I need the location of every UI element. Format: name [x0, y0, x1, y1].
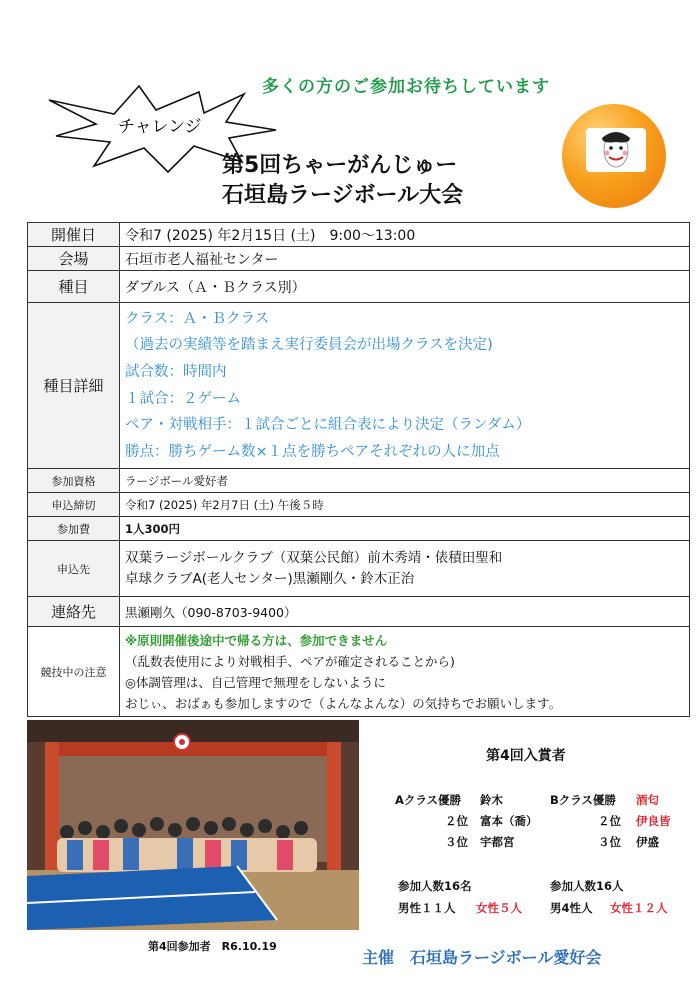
details-line: 勝点：勝ちゲーム数×１点を勝ちペアそれぞれの人に加点	[125, 443, 500, 460]
notes-value	[120, 627, 690, 717]
table-row	[28, 493, 690, 517]
b-class-male-count: 男4性人	[550, 901, 593, 915]
table-row	[28, 469, 690, 493]
eligibility-label: 参加資格	[28, 469, 120, 493]
event-label: 種目	[28, 271, 120, 303]
b-class-3rd-label: ３位	[598, 835, 621, 849]
a-class-winner-label: Aクラス優勝	[395, 793, 462, 807]
details-label: 種目詳細	[28, 303, 120, 469]
a-class-3rd-label: ３位	[445, 835, 468, 849]
table-row	[28, 597, 690, 627]
table-row	[28, 223, 690, 247]
venue-value: 石垣市老人福祉センター	[120, 247, 690, 271]
venue-label: 会場	[28, 247, 120, 271]
fee-label: 参加費	[28, 517, 120, 541]
a-class-winner-name: 鈴木	[480, 793, 503, 807]
b-class-2nd-name: 伊良皆	[636, 814, 671, 828]
deadline-label: 申込締切	[28, 493, 120, 517]
details-line: 試合数：時間内	[125, 363, 227, 380]
notes-line: ◎体調管理は、自己管理で無理をしないように	[125, 675, 386, 690]
b-class-participant-count: 参加人数16人	[550, 879, 624, 893]
event-info-table	[27, 222, 690, 717]
apply-label: 申込先	[28, 541, 120, 597]
winners-title: 第4回入賞者	[486, 748, 566, 764]
apply-line: 卓球クラブA(老人センター)黒瀬剛久・鈴木正治	[125, 570, 415, 587]
date-value: 令和7 (2025) 年2月15日 (土) 9:00〜13:00	[120, 223, 690, 247]
b-class-winner-label: Bクラス優勝	[550, 793, 616, 807]
table-row	[28, 541, 690, 597]
b-class-3rd-name: 伊盛	[636, 835, 659, 849]
table-row	[28, 303, 690, 469]
details-line: クラス：Ａ・Ｂクラス	[125, 310, 270, 327]
notes-warning: ※原則開催後途中で帰る方は、参加できません	[125, 633, 388, 648]
a-class-2nd-label: ２位	[445, 814, 468, 828]
title-line-1: 第5回ちゃーがんじゅー	[222, 153, 458, 178]
details-line: １試合：２ゲーム	[125, 390, 241, 407]
apply-value	[120, 541, 690, 597]
event-value: ダブルス（Ａ・Ｂクラス別）	[120, 271, 690, 303]
b-class-2nd-label: ２位	[598, 814, 621, 828]
photo-caption: 第4回参加者 R6.10.19	[148, 940, 277, 953]
eligibility-value: ラージボール愛好者	[120, 469, 690, 493]
b-class-winner-name: 酒匂	[636, 793, 659, 807]
details-list	[120, 303, 690, 469]
table-row	[28, 517, 690, 541]
mask-badge-icon	[586, 128, 646, 172]
group-photo	[27, 720, 359, 930]
organizer: 主催 石垣島ラージボール愛好会	[362, 948, 602, 967]
tagline: 多くの方のご参加お待ちしています	[262, 77, 550, 97]
deadline-value: 令和7 (2025) 年2月7日 (土) 午後５時	[120, 493, 690, 517]
contact-label: 連絡先	[28, 597, 120, 627]
table-row	[28, 627, 690, 717]
apply-line: 双葉ラージボールクラブ（双葉公民館）前木秀靖・俵積田聖和	[125, 549, 503, 566]
challenge-label: チャレンジ	[118, 117, 202, 137]
notes-line: （乱数表使用により対戦相手、ペアが確定されることから)	[125, 654, 455, 669]
a-class-2nd-name: 富本（喬）	[480, 814, 538, 828]
a-class-male-count: 男性１１人	[398, 901, 456, 915]
details-line: ペア・対戦相手：１試合ごとに組合表により決定（ランダム）	[125, 417, 531, 434]
notes-line: おじぃ、おばぁも参加しますので（よんなよんな）の気持ちでお願いします。	[125, 696, 562, 711]
a-class-participant-count: 参加人数16名	[398, 879, 472, 893]
details-line: （過去の実績等を踏まえ実行委員会が出場クラスを決定)	[125, 337, 493, 354]
table-row	[28, 271, 690, 303]
b-class-female-count: 女性１２人	[610, 901, 668, 915]
contact-value: 黒瀬剛久（090-8703-9400）	[120, 597, 690, 627]
fee-value: 1人300円	[120, 517, 690, 541]
table-row	[28, 247, 690, 271]
a-class-female-count: 女性５人	[476, 901, 522, 915]
date-label: 開催日	[28, 223, 120, 247]
notes-label: 競技中の注意	[28, 627, 120, 717]
a-class-3rd-name: 宇都宮	[480, 835, 515, 849]
title-line-2: 石垣島ラージボール大会	[222, 183, 464, 208]
